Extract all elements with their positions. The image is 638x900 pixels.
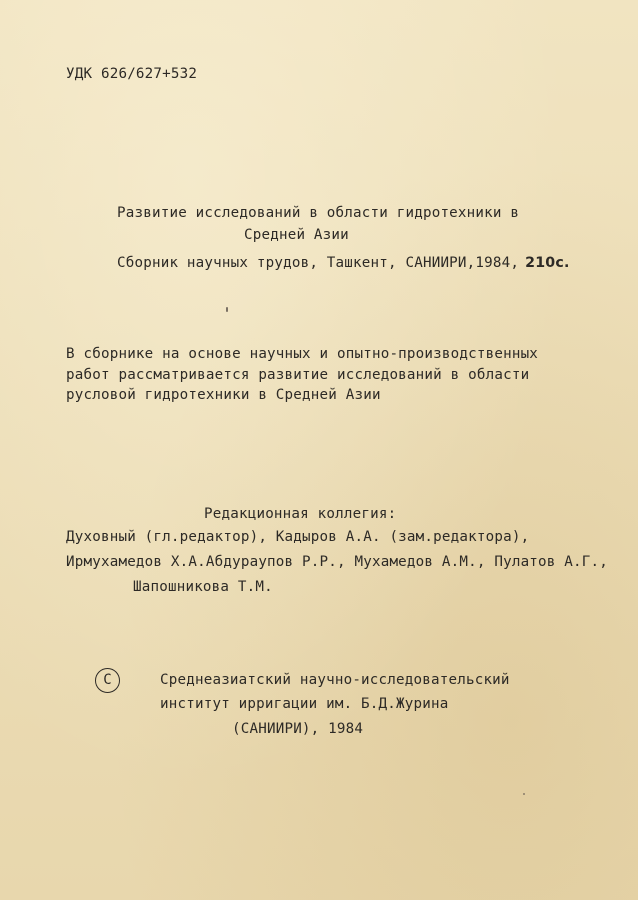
title-line-2: Средней Азии [244, 227, 349, 243]
copyright-sign-icon: C [95, 668, 120, 693]
abstract-line-3: русловой гидротехники в Средней Азии [66, 387, 381, 403]
abstract-line-2: работ рассматривается развитие исследований в области [66, 367, 530, 383]
editorial-line-1: Духовный (гл.редактор), Кадыров А.А. (зам.редактора), [66, 529, 530, 545]
institute-line-1: Среднеазиатский научно-исследовательский [160, 672, 510, 688]
ink-speck [226, 307, 228, 312]
ink-speck [523, 793, 525, 795]
udc-code: УДК 626/627+532 [66, 66, 198, 82]
publication-info [117, 255, 570, 271]
institute-line-3: (САНИИРИ), 1984 [232, 721, 364, 737]
editorial-line-2: Ирмухамедов Х.А.Абдураупов Р.Р., Мухамедов А.М., Пулатов А.Г., [66, 554, 608, 570]
page-count: 210с. [525, 255, 570, 271]
editorial-line-3: Шапошникова Т.М. [133, 579, 273, 595]
title-line-1: Развитие исследований в области гидротехники в [117, 205, 520, 221]
institute-line-2: институт ирригации им. Б.Д.Журина [160, 696, 449, 712]
publication-info-text: Сборник научных трудов, Ташкент, САНИИРИ,1984, [117, 255, 520, 271]
editorial-board-heading: Редакционная коллегия: [204, 506, 397, 522]
abstract-line-1: В сборнике на основе научных и опытно-производственных [66, 346, 539, 362]
